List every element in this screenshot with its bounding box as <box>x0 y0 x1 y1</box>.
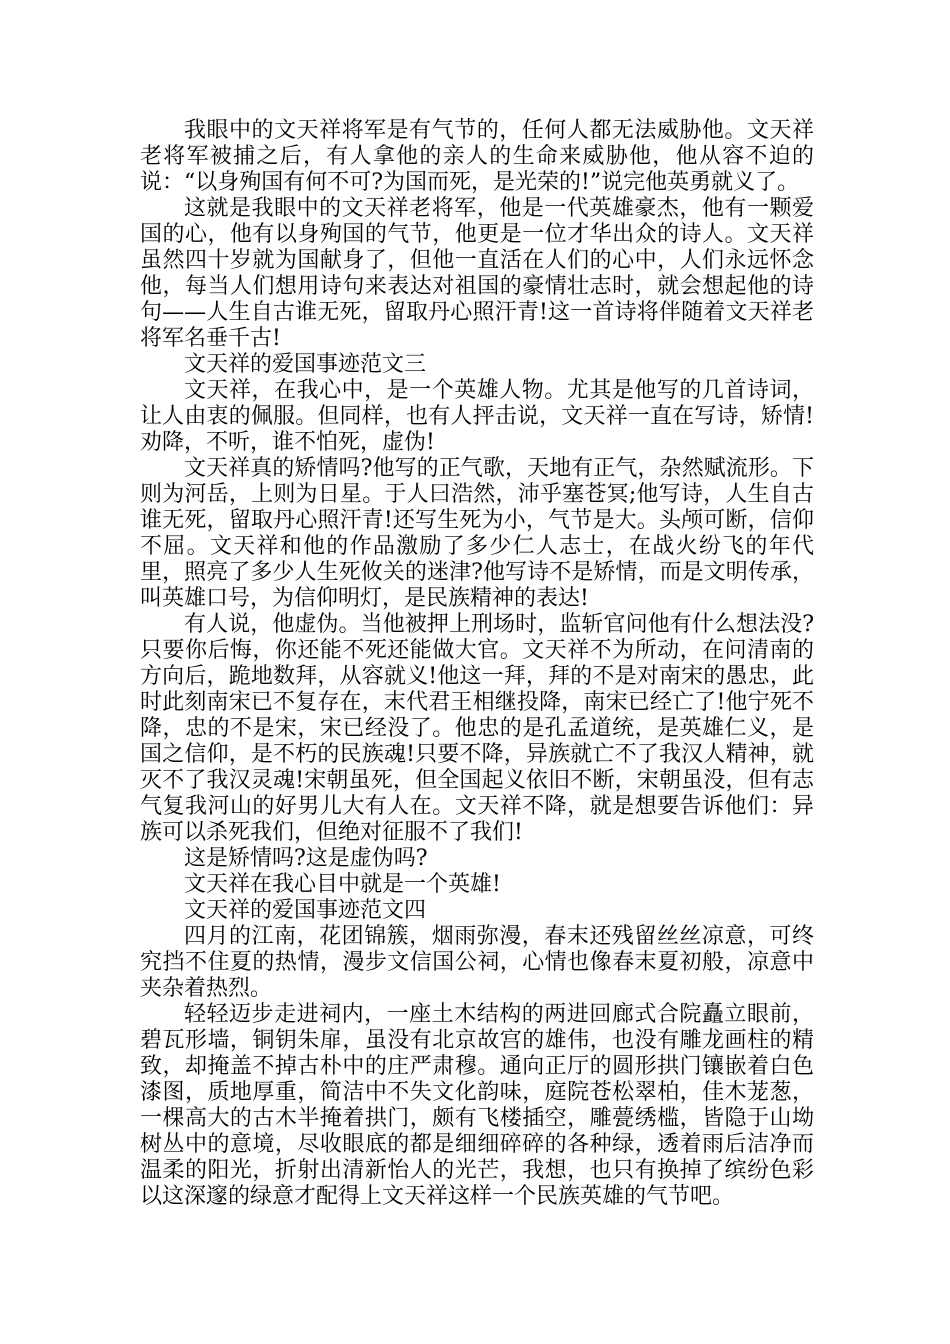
paragraph: 有人说，他虚伪。当他被押上刑场时，监斩官问他有什么想法没?只要你后悔，你还能不死还能做大官。文天祥不为所动，在问清南的方向后，跪地数拜，从容就义!他这一拜，拜的不是对南宋的愚忠，此时此刻南宋已不复存在，末代君王相继投降，南宋已经亡了!他宁死不降，忠的不是宋，宋已经没了。他忠的是孔孟道统，是英雄仁义，是国之信仰，是不朽的民族魂!只要不降，异族就亡不了我汉人精神，就灭不了我汉灵魂!宋朝虽死，但全国起义依旧不断，宋朝虽没，但有志气复我河山的好男儿大有人在。文天祥不降，就是想要告诉他们：异族可以杀死我们，但绝对征服不了我们! <box>140 612 814 845</box>
section-heading: 文天祥的爱国事迹范文三 <box>184 352 427 377</box>
paragraph: 我眼中的文天祥将军是有气节的，任何人都无法威胁他。文天祥老将军被捕之后，有人拿他的亲人的生命来威胁他，他从容不迫的说：“以身殉国有何不可?为国而死，是光荣的!”说完他英勇就义了。 <box>140 118 814 195</box>
paragraph: 这是矫情吗?这是虚伪吗? <box>184 846 428 871</box>
document-body <box>140 118 814 1210</box>
paragraph: 文天祥，在我心中，是一个英雄人物。尤其是他写的几首诗词，让人由衷的佩服。但同样，也有人抨击说，文天祥一直在写诗，矫情!劝降，不听，谁不怕死，虚伪! <box>140 378 814 455</box>
paragraph: 文天祥真的矫情吗?他写的正气歌，天地有正气，杂然赋流形。下则为河岳，上则为日星。于人曰浩然，沛乎塞苍冥;他写诗，人生自古谁无死，留取丹心照汗青!还写生死为小，气节是大。头颅可断，信仰不屈。文天祥和他的作品激励了多少仁人志士，在战火纷飞的年代里，照亮了多少人生死攸关的迷津?他写诗不是矫情，而是文明传承，叫英雄口号，为信仰明灯，是民族精神的表达! <box>140 456 814 611</box>
paragraph: 四月的江南，花团锦簇，烟雨弥漫，春末还残留丝丝凉意，可终究挡不住夏的热情，漫步文信国公祠，心情也像春末夏初般，凉意中夹杂着热烈。 <box>140 924 814 1001</box>
paragraph: 这就是我眼中的文天祥老将军，他是一代英雄豪杰，他有一颗爱国的心，他有以身殉国的气节，他更是一位才华出众的诗人。文天祥虽然四十岁就为国献身了，但他一直活在人们的心中，人们永远怀念他，每当人们想用诗句来表达对祖国的豪情壮志时，就会想起他的诗句——人生自古谁无死，留取丹心照汗青!这一首诗将伴随着文天祥老将军名垂千古! <box>140 196 814 351</box>
section-heading: 文天祥的爱国事迹范文四 <box>184 898 427 923</box>
paragraph: 文天祥在我心目中就是一个英雄! <box>184 872 501 897</box>
paragraph: 轻轻迈步走进祠内，一座土木结构的两进回廊式合院矗立眼前，碧瓦形墙，铜钥朱扉，虽没有北京故宫的雄伟，也没有雕龙画柱的精致，却掩盖不掉古朴中的庄严肃穆。通向正厅的圆形拱门镶嵌着白色漆图，质地厚重，简洁中不失文化韵味，庭院苍松翠柏，佳木茏葱，一棵高大的古木半掩着拱门，颇有飞楼插空，雕甍绣槛，皆隐于山坳树丛中的意境，尽收眼底的都是细细碎碎的各种绿，透着雨后洁净而温柔的阳光，折射出清新怡人的光芒，我想，也只有换掉了缤纷色彩以这深邃的绿意才配得上文天祥这样一个民族英雄的气节吧。 <box>140 1002 814 1209</box>
